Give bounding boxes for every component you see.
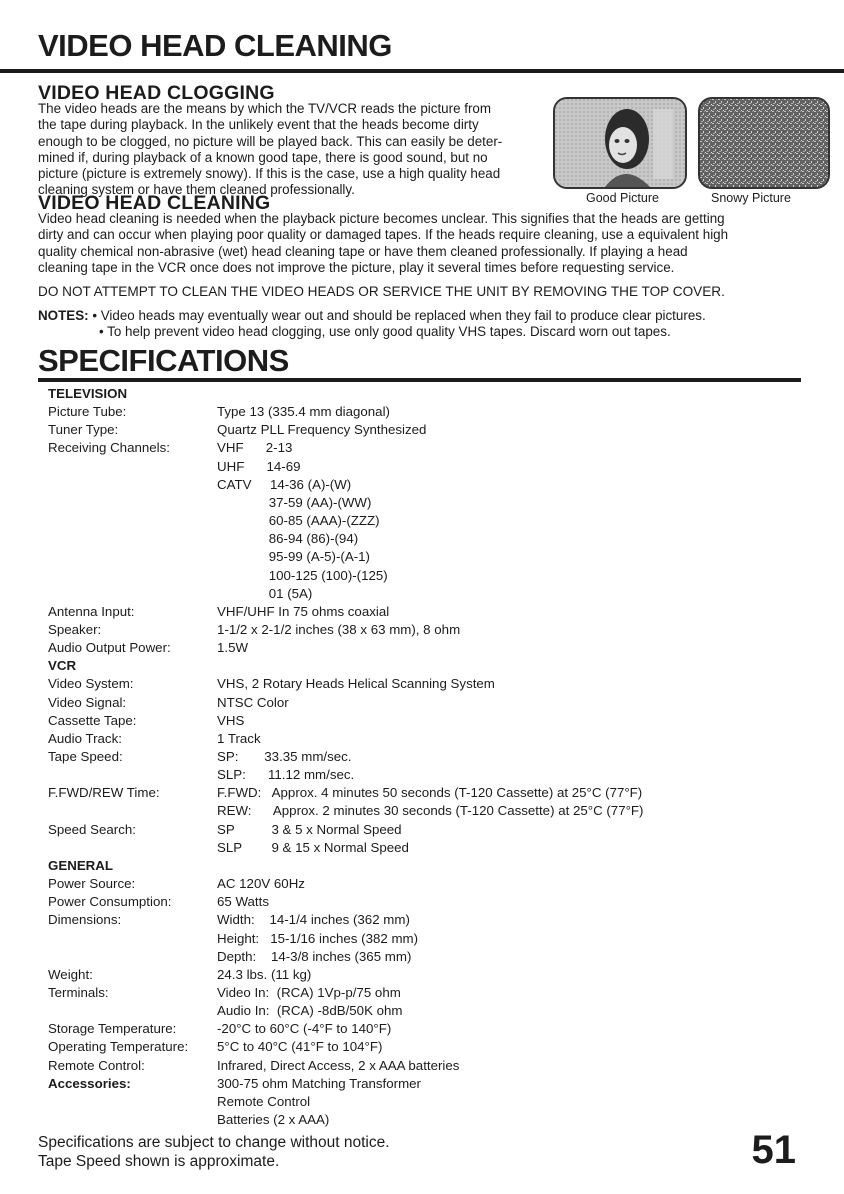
clogging-line: picture (picture is extremely snowy). If this is the case, use a high quality head	[38, 166, 501, 182]
spec-value: 24.3 lbs. (11 kg)	[217, 966, 312, 982]
spec-value: 1-1/2 x 2-1/2 inches (38 x 63 mm), 8 ohm	[217, 621, 461, 637]
title-rule	[0, 69, 844, 73]
specifications-title: SPECIFICATIONS	[38, 343, 289, 378]
spec-section-heading: VCR	[48, 658, 77, 674]
cleaning-line: quality chemical non-abrasive (wet) head cleaning tape or have them cleaned professionally. If playing a head	[38, 243, 688, 259]
spec-value: VHS, 2 Rotary Heads Helical Scanning System	[217, 676, 495, 692]
good-picture-illustration	[555, 99, 685, 187]
cleaning-line: Video head cleaning is needed when the playback picture becomes unclear. This signifies that the heads are getting	[38, 211, 725, 226]
spec-value: 86-94 (86)-(94)	[217, 531, 359, 547]
spec-value: SP 3 & 5 x Normal Speed	[217, 821, 402, 837]
clogging-heading: VIDEO HEAD CLOGGING	[38, 82, 275, 104]
spec-value: 37-59 (AA)-(WW)	[217, 494, 372, 510]
spec-label: Power Source:	[48, 876, 136, 892]
spec-value: Batteries (2 x AAA)	[217, 1112, 330, 1127]
spec-value: 01 (5A)	[217, 585, 313, 601]
spec-value: 300-75 ohm Matching Transformer	[217, 1075, 421, 1091]
spec-value: NTSC Color	[217, 694, 289, 710]
spec-label: Cassette Tape:	[48, 712, 137, 728]
spec-value: 65 Watts	[217, 894, 269, 910]
specifications-rule	[38, 378, 801, 382]
cleaning-line: cleaning tape in the VCR once does not improve the picture, play it several times before requesting service.	[38, 259, 675, 275]
spec-value: Height: 15-1/16 inches (382 mm)	[217, 930, 419, 946]
spec-label: Picture Tube:	[48, 404, 127, 420]
spec-value: Type 13 (335.4 mm diagonal)	[217, 404, 390, 420]
spec-value: REW: Approx. 2 minutes 30 seconds (T-120 Cassette) at 25°C (77°F)	[217, 803, 644, 819]
spec-value: Audio In: (RCA) -8dB/50K ohm	[217, 1003, 403, 1019]
spec-label: Speaker:	[48, 621, 102, 637]
snowy-picture-illustration	[700, 99, 828, 187]
footer-note-1: Specifications are subject to change without notice.	[38, 1134, 390, 1151]
footer-note-2: Tape Speed shown is approximate.	[38, 1153, 280, 1170]
spec-label: F.FWD/REW Time:	[48, 785, 160, 801]
spec-value: VHF 2-13	[217, 440, 293, 456]
clogging-line: cleaning system or have them cleaned professionally.	[38, 182, 355, 198]
spec-section-heading: GENERAL	[48, 857, 114, 873]
clogging-line: the tape during playback. In the unlikely event that the heads become dirty	[38, 117, 479, 133]
spec-value: VHF/UHF In 75 ohms coaxial	[217, 603, 390, 619]
snowy-picture-caption: Snowy Picture	[711, 191, 791, 205]
spec-label: Audio Output Power:	[48, 640, 171, 656]
spec-label: Dimensions:	[48, 912, 122, 928]
spec-value: VHS	[217, 712, 245, 728]
spec-value: CATV 14-36 (A)-(W)	[217, 476, 352, 492]
clogging-line: enough to be clogged, no picture will be played back. This can easily be deter-	[38, 133, 503, 149]
spec-value: 1.5W	[217, 640, 249, 656]
spec-label: Antenna Input:	[48, 603, 135, 619]
spec-label: Tape Speed:	[48, 749, 123, 764]
spec-value: Depth: 14-3/8 inches (365 mm)	[217, 948, 412, 964]
good-picture-caption: Good Picture	[586, 191, 659, 205]
notes-label: NOTES:	[38, 308, 89, 323]
spec-value: 95-99 (A-5)-(A-1)	[217, 549, 370, 565]
page-title: VIDEO HEAD CLEANING	[38, 28, 392, 63]
spec-label: Speed Search:	[48, 821, 136, 837]
spec-value: Width: 14-1/4 inches (362 mm)	[217, 912, 410, 928]
cleaning-heading: VIDEO HEAD CLEANING	[38, 192, 271, 214]
warning-text: DO NOT ATTEMPT TO CLEAN THE VIDEO HEADS OR SERVICE THE UNIT BY REMOVING THE TOP COVER.	[38, 284, 725, 299]
spec-value: Infrared, Direct Access, 2 x AAA batteries	[217, 1057, 460, 1073]
spec-label: Tuner Type:	[48, 422, 119, 438]
spec-value: Video In: (RCA) 1Vp-p/75 ohm	[217, 984, 401, 1000]
spec-value: 5°C to 40°C (41°F to 104°F)	[217, 1039, 383, 1055]
cleaning-line: dirty and can occur when playing poor quality or damaged tapes. If the heads require cleaning, use a equivalent high	[38, 227, 729, 243]
spec-label: Remote Control:	[48, 1057, 145, 1073]
good-picture-image	[553, 97, 687, 189]
spec-value: Remote Control	[217, 1093, 311, 1109]
spec-value: Quartz PLL Frequency Synthesized	[217, 422, 427, 438]
note-2: • To help prevent video head clogging, use only good quality VHS tapes. Discard worn out tapes.	[99, 324, 671, 339]
clogging-paragraph	[38, 101, 543, 199]
spec-label: Operating Temperature:	[48, 1039, 189, 1055]
spec-label: Storage Temperature:	[48, 1021, 177, 1037]
spec-label: Video System:	[48, 676, 134, 692]
spec-value: 60-85 (AAA)-(ZZZ)	[217, 513, 380, 529]
spec-value: 1 Track	[217, 730, 261, 746]
spec-label: Power Consumption:	[48, 894, 172, 910]
spec-label: Weight:	[48, 966, 93, 982]
spec-label: Terminals:	[48, 984, 109, 1000]
page-number: 51	[751, 1128, 796, 1172]
spec-section-heading: TELEVISION	[48, 386, 128, 401]
cleaning-paragraph	[38, 211, 808, 276]
spec-label: Receiving Channels:	[48, 440, 170, 456]
spec-value: SLP 9 & 15 x Normal Speed	[217, 839, 409, 855]
spec-value: SLP: 11.12 mm/sec.	[217, 767, 355, 783]
clogging-line: The video heads are the means by which the TV/VCR reads the picture from	[38, 101, 492, 116]
spec-label: Video Signal:	[48, 694, 127, 710]
spec-value: 100-125 (100)-(125)	[217, 567, 388, 583]
spec-value: AC 120V 60Hz	[217, 876, 305, 892]
spec-value: -20°C to 60°C (-4°F to 140°F)	[217, 1021, 392, 1037]
spec-label: Accessories:	[48, 1075, 131, 1091]
spec-value: F.FWD: Approx. 4 minutes 50 seconds (T-120 Cassette) at 25°C (77°F)	[217, 785, 643, 801]
spec-label: Audio Track:	[48, 730, 122, 746]
spec-value: UHF 14-69	[217, 458, 301, 474]
snowy-picture-image	[698, 97, 830, 189]
notes-line-1	[38, 308, 706, 324]
clogging-line: mined if, during playback of a known good tape, there is good sound, but no	[38, 149, 488, 165]
footer-notes	[38, 1133, 390, 1171]
spec-value: SP: 33.35 mm/sec.	[217, 749, 352, 764]
note-1: • Video heads may eventually wear out and should be replaced when they fail to produce clear pictures.	[92, 308, 706, 323]
